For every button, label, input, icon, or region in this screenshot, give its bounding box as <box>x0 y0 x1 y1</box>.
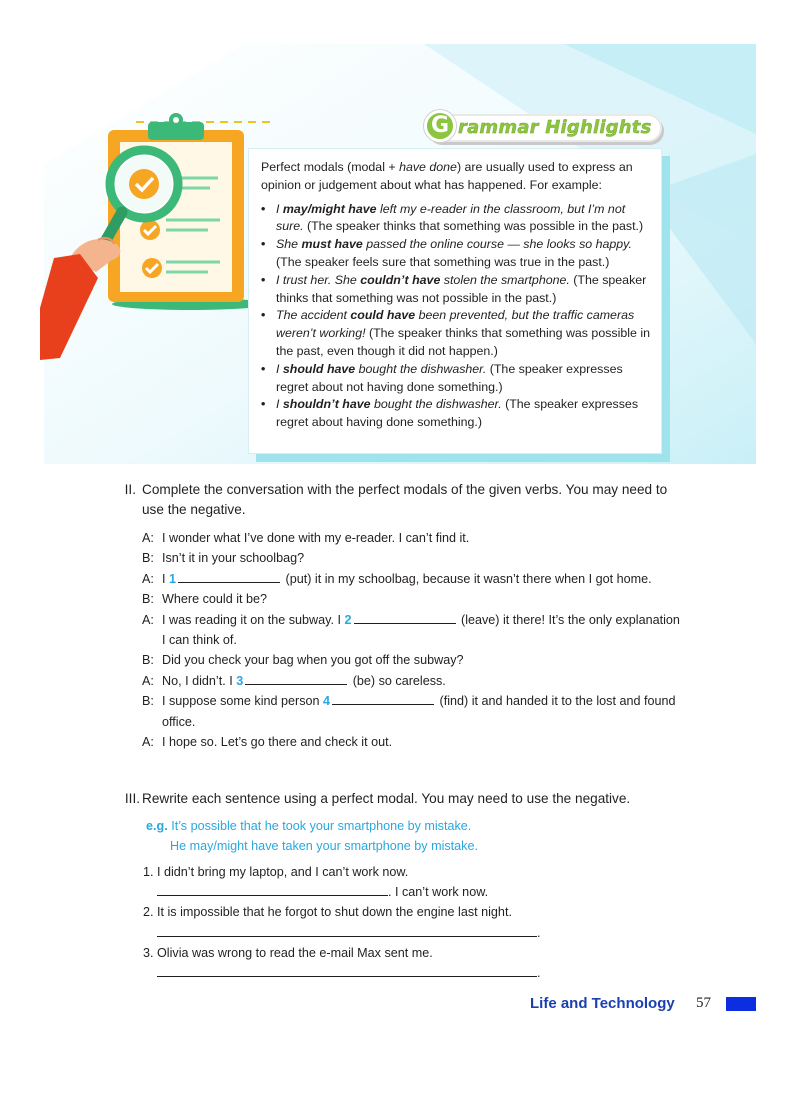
worked-example <box>146 816 478 856</box>
dialog-line: B: Did you check your bag when you got off the subway? <box>142 653 464 668</box>
exercise-2 <box>118 480 678 519</box>
blank-number: 1 <box>169 571 177 586</box>
title-initial-badge: G <box>424 110 456 142</box>
grammar-example: • The accident could have been prevented, but the traffic cameras weren’t working! (The speaker thinks that something was possible in the past, even though it did not happen.) <box>261 307 653 360</box>
example-original: e.g. It’s possible that he took your smartphone by mistake. <box>146 819 472 833</box>
exercise-3 <box>118 789 678 809</box>
title-text: rammar Highlights <box>458 117 652 138</box>
dialog-line: A: I 1 (put) it in my schoolbag, because it wasn’t there when I got home. <box>142 571 652 586</box>
rewrite-prompt: 2. It is impossible that he forgot to shut down the engine last night. <box>143 905 512 920</box>
dialog-line: A: I wonder what I’ve done with my e-reader. I can’t find it. <box>142 531 470 545</box>
rewrite-answer-line: . I can’t work now. <box>143 882 663 902</box>
rewrite-prompt: 1. I didn’t bring my laptop, and I can’t work now. <box>143 865 409 879</box>
blank-number: 3 <box>236 673 244 688</box>
clipboard-illustration <box>40 108 270 368</box>
footer-color-bar <box>726 997 756 1011</box>
answer-blank[interactable] <box>332 693 434 705</box>
dialog-line: B: Isn’t it in your schoolbag? <box>142 551 305 566</box>
dialog-line: A: I was reading it on the subway. I 2 (leave) it there! It’s the only explanation I can think of. <box>142 612 680 648</box>
rewrite-answer-line: . <box>143 923 663 943</box>
answer-blank[interactable] <box>354 612 456 624</box>
grammar-example: • I trust her. She couldn’t have stolen the smartphone. (The speaker thinks that something was not possible in the past.) <box>261 272 653 308</box>
dialog-line: A: No, I didn’t. I 3 (be) so careless. <box>142 673 446 688</box>
grammar-example: • I shouldn’t have bought the dishwasher. (The speaker expresses regret about having done something.) <box>261 396 653 432</box>
exercise-2-instruction: II. Complete the conversation with the perfect modals of the given verbs. You may need to use the negative. <box>124 482 668 517</box>
answer-blank[interactable] <box>245 673 347 685</box>
grammar-examples <box>261 201 653 432</box>
grammar-highlights-title <box>426 114 666 146</box>
example-answer: He may/might have taken your smartphone by mistake. <box>170 839 478 853</box>
unit-title: Life and Technology <box>530 995 675 1012</box>
grammar-example: • She must have passed the online course — she looks so happy. (The speaker feels sure that something was true in the past.) <box>261 236 653 272</box>
page-number: 57 <box>696 995 711 1011</box>
answer-line[interactable] <box>157 965 537 977</box>
dialog-line: A: I hope so. Let’s go there and check it out. <box>142 735 393 750</box>
grammar-example: • I may/might have left my e-reader in the classroom, but I’m not sure. (The speaker thinks that something was possible in the past.) <box>261 201 653 237</box>
answer-line[interactable] <box>157 925 537 937</box>
conversation <box>142 528 682 752</box>
rewrite-answer-line: . <box>143 963 663 983</box>
dialog-line: B: I suppose some kind person 4 (find) it and handed it to the lost and found office. <box>142 694 676 729</box>
blank-number: 4 <box>323 694 331 709</box>
grammar-example: • I should have bought the dishwasher. (The speaker expresses regret about not having done something.) <box>261 361 653 397</box>
rewrite-items <box>143 862 663 983</box>
blank-number: 2 <box>344 612 352 627</box>
answer-blank[interactable] <box>178 571 280 583</box>
exercise-3-instruction: III. Rewrite each sentence using a perfect modal. You may need to use the negative. <box>124 791 631 806</box>
answer-line[interactable] <box>157 884 388 896</box>
grammar-intro: Perfect modals (modal + have done) are usually used to express an opinion or judgement about what has happened. For example: <box>261 160 633 192</box>
page-footer <box>530 994 756 1016</box>
dialog-line: B: Where could it be? <box>142 592 268 607</box>
grammar-box <box>248 148 668 460</box>
rewrite-prompt: 3. Olivia was wrong to read the e-mail Max sent me. <box>143 945 433 960</box>
grammar-box-panel <box>248 148 662 454</box>
